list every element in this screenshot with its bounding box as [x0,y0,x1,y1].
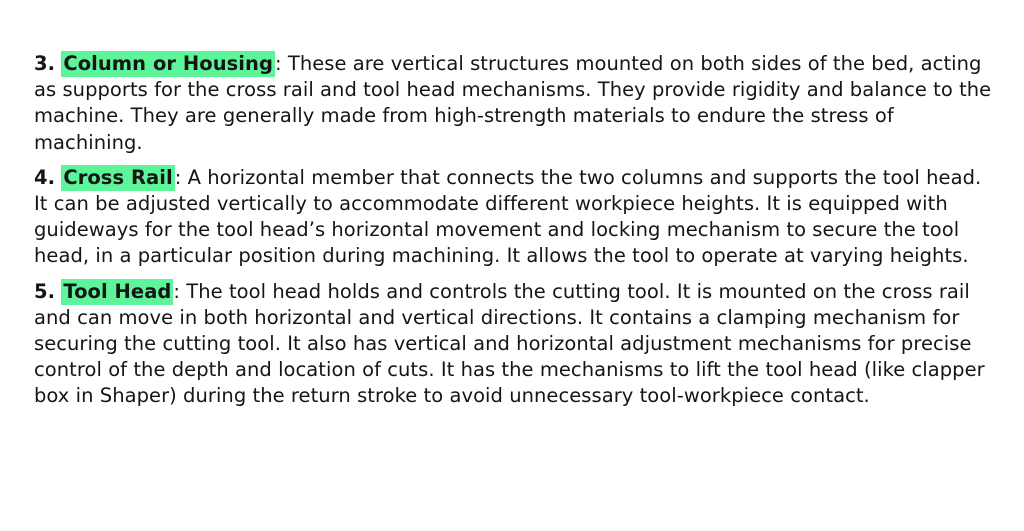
section-column-or-housing [34,51,994,156]
section-text: : The tool head holds and controls the cutting tool. It is mounted on the cross rail and can move in both horizontal and vertical directions. It contains a clamping mechanism for securing the cutting tool. It also has vertical and horizontal adjustment mechanisms for precise control of the depth and location of cuts. It has the mechanisms to lift the tool head (like clapper box in Shaper) during the return stroke to avoid unnecessary tool-workpiece contact. [34,279,985,408]
section-text: : These are vertical structures mounted on both sides of the bed, acting as supports for the cross rail and tool head mechanisms. They provide rigidity and balance to the machine. They are generally made from high-strength materials to endure the stress of machining. [34,52,992,154]
highlighted-term: Cross Rail [63,165,173,189]
section-number: 5. [34,279,56,303]
section-cross-rail [34,165,994,270]
highlighted-term: Column or Housing [63,52,273,75]
section-number: 4. [34,165,56,189]
highlighted-term: Tool Head [63,279,172,303]
section-number: 3. [34,52,56,75]
document-body [34,51,994,419]
section-tool-head [34,279,994,410]
section-text: : A horizontal member that connects the two columns and supports the tool head. It can be adjusted vertically to accommodate different workpiece heights. It is equipped with guideways for the tool head’s horizontal movement and locking mechanism to secure the tool head, in a particular position during machining. It allows the tool to operate at varying heights. [34,165,982,268]
